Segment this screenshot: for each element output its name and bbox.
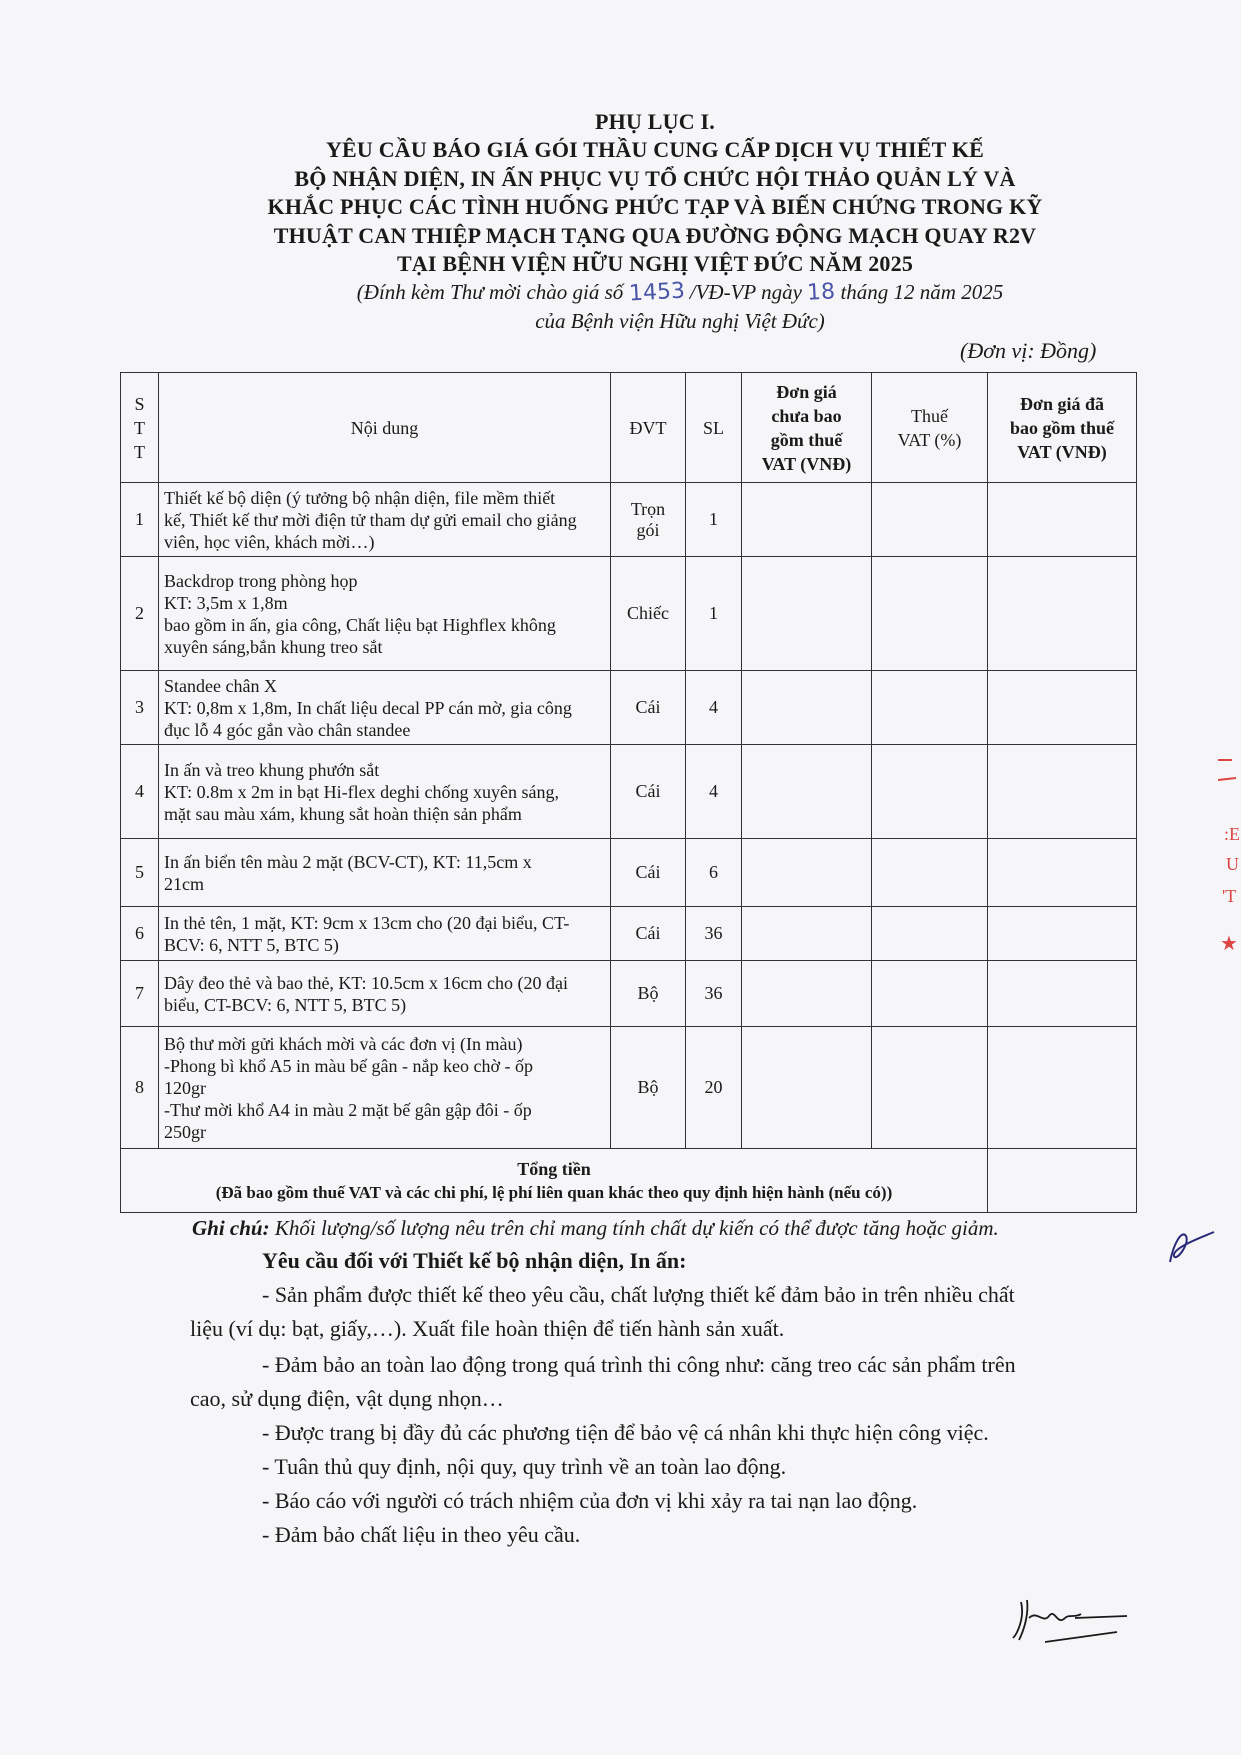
attach-mid: /VĐ-VP ngày <box>684 280 808 304</box>
requirement-5: - Báo cáo với người có trách nhiệm của đơn vị khi xảy ra tai nạn lao động. <box>262 1488 918 1513</box>
row-unit: Cái <box>611 671 686 745</box>
cell-price-ex-vat <box>742 671 872 745</box>
requirement-2a: - Đảm bảo an toàn lao động trong quá trình thi công như: căng treo các sản phẩm trên <box>262 1352 1016 1377</box>
row-unit: Bộ <box>611 1027 686 1149</box>
header-price-ex-vat: Đơn giá chưa bao gồm thuế VAT (VNĐ) <box>742 373 872 483</box>
row-qty: 36 <box>686 961 742 1027</box>
requirement-1a: - Sản phẩm được thiết kế theo yêu cầu, chất lượng thiết kế đảm bảo in trên nhiều chất <box>262 1282 1015 1307</box>
note-line <box>192 1216 999 1241</box>
table-row <box>121 557 1137 671</box>
svg-text:U: U <box>1226 854 1239 874</box>
row-content: Bộ thư mời gửi khách mời và các đơn vị (In màu) -Phong bì khổ A5 in màu bế gân - nắp keo chờ - ốp 120gr -Thư mời khổ A4 in màu 2 mặt bế gân gập đôi - ốp 250gr <box>159 1027 611 1149</box>
requirement-6: - Đảm bảo chất liệu in theo yêu cầu. <box>262 1522 581 1547</box>
title-line: THUẬT CAN THIỆP MẠCH TẠNG QUA ĐƯỜNG ĐỘNG MẠCH QUAY R2V <box>273 222 1037 248</box>
cell-price-ex-vat <box>742 839 872 907</box>
title-line: KHẮC PHỤC CÁC TÌNH HUỐNG PHỨC TẠP VÀ BIẾN CHỨNG TRONG KỸ <box>267 194 1043 220</box>
total-label <box>121 1149 988 1213</box>
row-qty: 1 <box>686 557 742 671</box>
row-content: In ấn biển tên màu 2 mặt (BCV-CT), KT: 11,5cm x 21cm <box>159 839 611 907</box>
row-content: Backdrop trong phòng họp KT: 3,5m x 1,8m bao gồm in ấn, gia công, Chất liệu bạt Highflex không xuyên sáng,bắn khung treo sắt <box>159 557 611 671</box>
cell-vat <box>872 745 988 839</box>
document-title <box>180 108 1130 278</box>
requirement-4: - Tuân thủ quy định, nội quy, quy trình về an toàn lao động. <box>262 1454 787 1479</box>
total-row <box>121 1149 1137 1213</box>
cell-price-inc-vat <box>988 839 1137 907</box>
title-line: TẠI BỆNH VIỆN HỮU NGHỊ VIỆT ĐỨC NĂM 2025 <box>396 251 914 277</box>
row-unit: Trọn gói <box>611 483 686 557</box>
header-stt: S T T <box>121 373 159 483</box>
cell-price-ex-vat <box>742 483 872 557</box>
row-qty: 4 <box>686 671 742 745</box>
table-header-row <box>121 373 1137 483</box>
attachment-note <box>280 278 1080 336</box>
row-stt: 8 <box>121 1027 159 1149</box>
row-unit: Chiếc <box>611 557 686 671</box>
cell-price-inc-vat <box>988 557 1137 671</box>
row-stt: 4 <box>121 745 159 839</box>
row-qty: 1 <box>686 483 742 557</box>
header-qty: SL <box>686 373 742 483</box>
svg-text::E: :E <box>1224 824 1240 844</box>
row-unit: Cái <box>611 907 686 961</box>
table-row <box>121 483 1137 557</box>
handwritten-day: 18 <box>806 279 836 306</box>
cell-price-inc-vat <box>988 907 1137 961</box>
cell-price-inc-vat <box>988 483 1137 557</box>
row-unit: Cái <box>611 745 686 839</box>
total-title: Tổng tiền <box>517 1158 591 1179</box>
table-row <box>121 745 1137 839</box>
title-line: YÊU CẦU BÁO GIÁ GÓI THẦU CUNG CẤP DỊCH VỤ THIẾT KẾ <box>325 137 985 163</box>
cell-price-ex-vat <box>742 745 872 839</box>
signature-icon <box>1005 1588 1135 1648</box>
header-content: Nội dung <box>159 373 611 483</box>
initial-mark-icon <box>1160 1222 1220 1272</box>
table-row <box>121 961 1137 1027</box>
row-stt: 5 <box>121 839 159 907</box>
cell-price-ex-vat <box>742 557 872 671</box>
currency-unit: (Đơn vị: Đồng) <box>960 338 1097 363</box>
svg-text:★: ★ <box>1220 931 1238 955</box>
stamp-edge-icon <box>1212 740 1241 970</box>
cell-price-ex-vat <box>742 961 872 1027</box>
title-line: BỘ NHẬN DIỆN, IN ẤN PHỤC VỤ TỔ CHỨC HỘI THẢO QUẢN LÝ VÀ <box>294 165 1016 191</box>
header-vat: Thuế VAT (%) <box>872 373 988 483</box>
appendix-label: PHỤ LỤC I. <box>595 109 715 134</box>
row-content: In ấn và treo khung phướn sắt KT: 0.8m x 2m in bạt Hi-flex deghi chống xuyên sáng, mặt sau màu xám, khung sắt hoàn thiện sản phẩm <box>159 745 611 839</box>
requirement-3: - Được trang bị đầy đủ các phương tiện để bảo vệ cá nhân khi thực hiện công việc. <box>262 1420 989 1445</box>
header-unit: ĐVT <box>611 373 686 483</box>
row-qty: 20 <box>686 1027 742 1149</box>
row-content: Dây đeo thẻ và bao thẻ, KT: 10.5cm x 16cm cho (20 đại biểu, CT-BCV: 6, NTT 5, BTC 5) <box>159 961 611 1027</box>
table-row <box>121 1027 1137 1149</box>
row-qty: 6 <box>686 839 742 907</box>
note-text: Khối lượng/số lượng nêu trên chỉ mang tính chất dự kiến có thể được tăng hoặc giảm. <box>269 1216 999 1240</box>
attach-suffix: tháng 12 năm 2025 <box>835 280 1004 304</box>
cell-price-inc-vat <box>988 671 1137 745</box>
row-stt: 7 <box>121 961 159 1027</box>
row-stt: 6 <box>121 907 159 961</box>
attach-line2: của Bệnh viện Hữu nghị Việt Đức) <box>535 309 825 333</box>
row-unit: Bộ <box>611 961 686 1027</box>
header-price-inc-vat: Đơn giá đã bao gồm thuế VAT (VNĐ) <box>988 373 1137 483</box>
row-unit: Cái <box>611 839 686 907</box>
total-note: (Đã bao gồm thuế VAT và các chi phí, lệ phí liên quan khác theo quy định hiện hành (nếu có)) <box>215 1182 893 1202</box>
cell-vat <box>872 1027 988 1149</box>
cell-vat <box>872 961 988 1027</box>
table-row <box>121 671 1137 745</box>
table-row <box>121 839 1137 907</box>
cell-vat <box>872 839 988 907</box>
cell-price-inc-vat <box>988 961 1137 1027</box>
cell-vat <box>872 907 988 961</box>
row-qty: 36 <box>686 907 742 961</box>
cell-price-ex-vat <box>742 907 872 961</box>
row-stt: 1 <box>121 483 159 557</box>
cell-vat <box>872 671 988 745</box>
total-value-cell <box>988 1149 1137 1213</box>
quotation-table <box>120 372 1137 1213</box>
cell-vat <box>872 483 988 557</box>
cell-price-inc-vat <box>988 745 1137 839</box>
row-stt: 2 <box>121 557 159 671</box>
table-row <box>121 907 1137 961</box>
row-qty: 4 <box>686 745 742 839</box>
handwritten-letter-number: 1453 <box>627 278 686 307</box>
row-content: In thẻ tên, 1 mặt, KT: 9cm x 13cm cho (20 đại biểu, CT- BCV: 6, NTT 5, BTC 5) <box>159 907 611 961</box>
note-label: Ghi chú: <box>192 1216 270 1240</box>
requirement-1b: liệu (ví dụ: bạt, giấy,…). Xuất file hoàn thiện để tiến hành sản xuất. <box>190 1316 785 1341</box>
row-content: Standee chân X KT: 0,8m x 1,8m, In chất liệu decal PP cán mờ, gia công đục lỗ 4 góc gắn vào chân standee <box>159 671 611 745</box>
cell-price-inc-vat <box>988 1027 1137 1149</box>
row-content: Thiết kế bộ diện (ý tưởng bộ nhận diện, file mềm thiết kế, Thiết kế thư mời điện tử tham dự gửi email cho giảng viên, học viên, khách mời…) <box>159 483 611 557</box>
requirements-title: Yêu cầu đối với Thiết kế bộ nhận diện, In ấn: <box>262 1248 687 1273</box>
cell-vat <box>872 557 988 671</box>
attach-prefix: (Đính kèm Thư mời chào giá số <box>356 280 629 304</box>
svg-text:'T: 'T <box>1222 886 1237 906</box>
requirement-2b: cao, sử dụng điện, vật dụng nhọn… <box>190 1386 504 1411</box>
cell-price-ex-vat <box>742 1027 872 1149</box>
row-stt: 3 <box>121 671 159 745</box>
